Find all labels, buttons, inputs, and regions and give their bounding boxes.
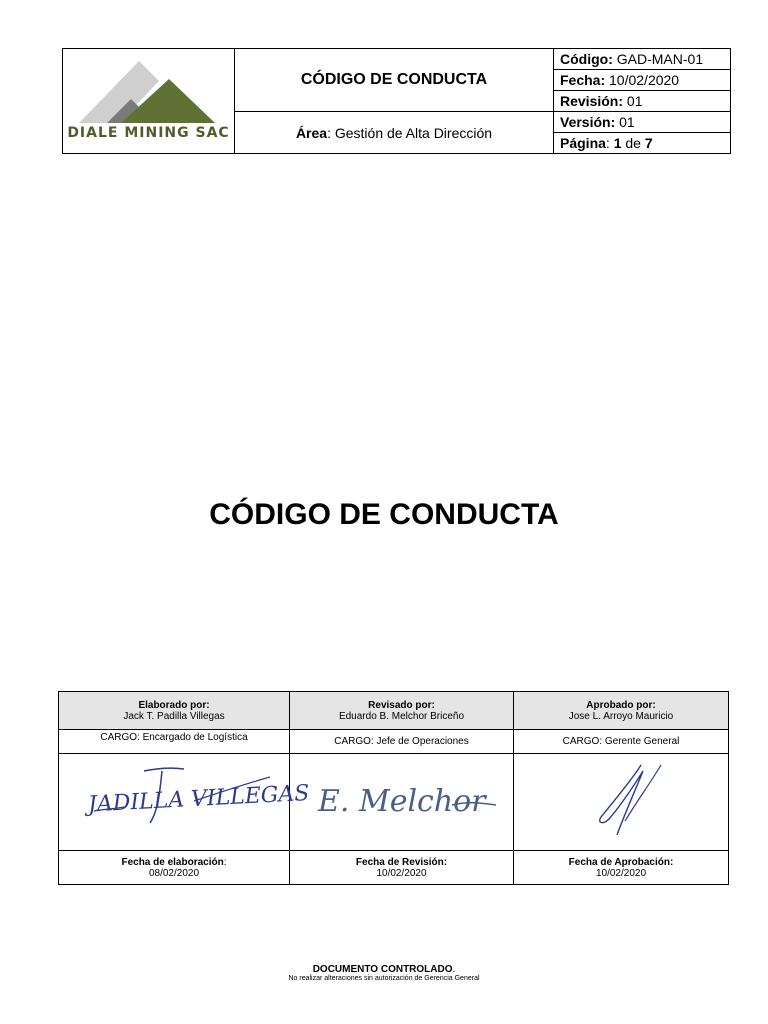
signature-padilla [59, 754, 310, 851]
reviewed-cargo: CARGO: Jefe de Operaciones [290, 730, 514, 754]
signature-melchor-image [302, 761, 502, 841]
signature-arroyo [514, 754, 729, 851]
prepared-by-cell: Elaborado por: Jack T. Padilla Villegas [59, 692, 290, 730]
approved-cargo: CARGO: Gerente General [514, 730, 729, 754]
reviewed-date-cell: Fecha de Revisión: 10/02/2020 [290, 851, 514, 885]
mountain-logo-icon [77, 59, 217, 125]
svg-text:E. Melchor: E. Melchor [317, 783, 486, 819]
svg-text:JADILLA VILLEGAS: JADILLA VILLEGAS [87, 780, 310, 817]
approved-by-cell: Aprobado por: Jose L. Arroyo Mauricio [514, 692, 729, 730]
signature-arroyo-image [521, 761, 721, 841]
document-footer [0, 964, 768, 982]
signature-melchor [290, 754, 514, 851]
logo-text: DIALE MINING SAC [67, 125, 230, 141]
alteration-note: No realizar alteraciones sin autorización de Gerencia General [288, 975, 480, 982]
codigo-field: Código: GAD-MAN-01 [554, 49, 731, 70]
prepared-cargo: CARGO: Encargado de Logística [59, 730, 290, 754]
document-header [62, 48, 731, 154]
approval-table [58, 691, 729, 885]
approved-date-cell: Fecha de Aprobación: 10/02/2020 [514, 851, 729, 885]
revision-field: Revisión: 01 [554, 91, 731, 112]
pagina-field: Página: 1 de 7 [554, 133, 731, 154]
controlled-document-label: DOCUMENTO CONTROLADO. [312, 964, 456, 975]
version-field: Versión: 01 [554, 112, 731, 133]
area-field: Área: Gestión de Alta Dirección [235, 112, 554, 154]
company-logo [63, 49, 234, 153]
main-title: CÓDIGO DE CONDUCTA [209, 498, 559, 531]
logo-cell [63, 49, 235, 154]
signature-padilla-image [74, 761, 310, 841]
document-title: CÓDIGO DE CONDUCTA [235, 49, 554, 112]
fecha-field: Fecha: 10/02/2020 [554, 70, 731, 91]
reviewed-by-cell: Revisado por: Eduardo B. Melchor Briceño [290, 692, 514, 730]
prepared-date-cell: Fecha de elaboración: 08/02/2020 [59, 851, 290, 885]
